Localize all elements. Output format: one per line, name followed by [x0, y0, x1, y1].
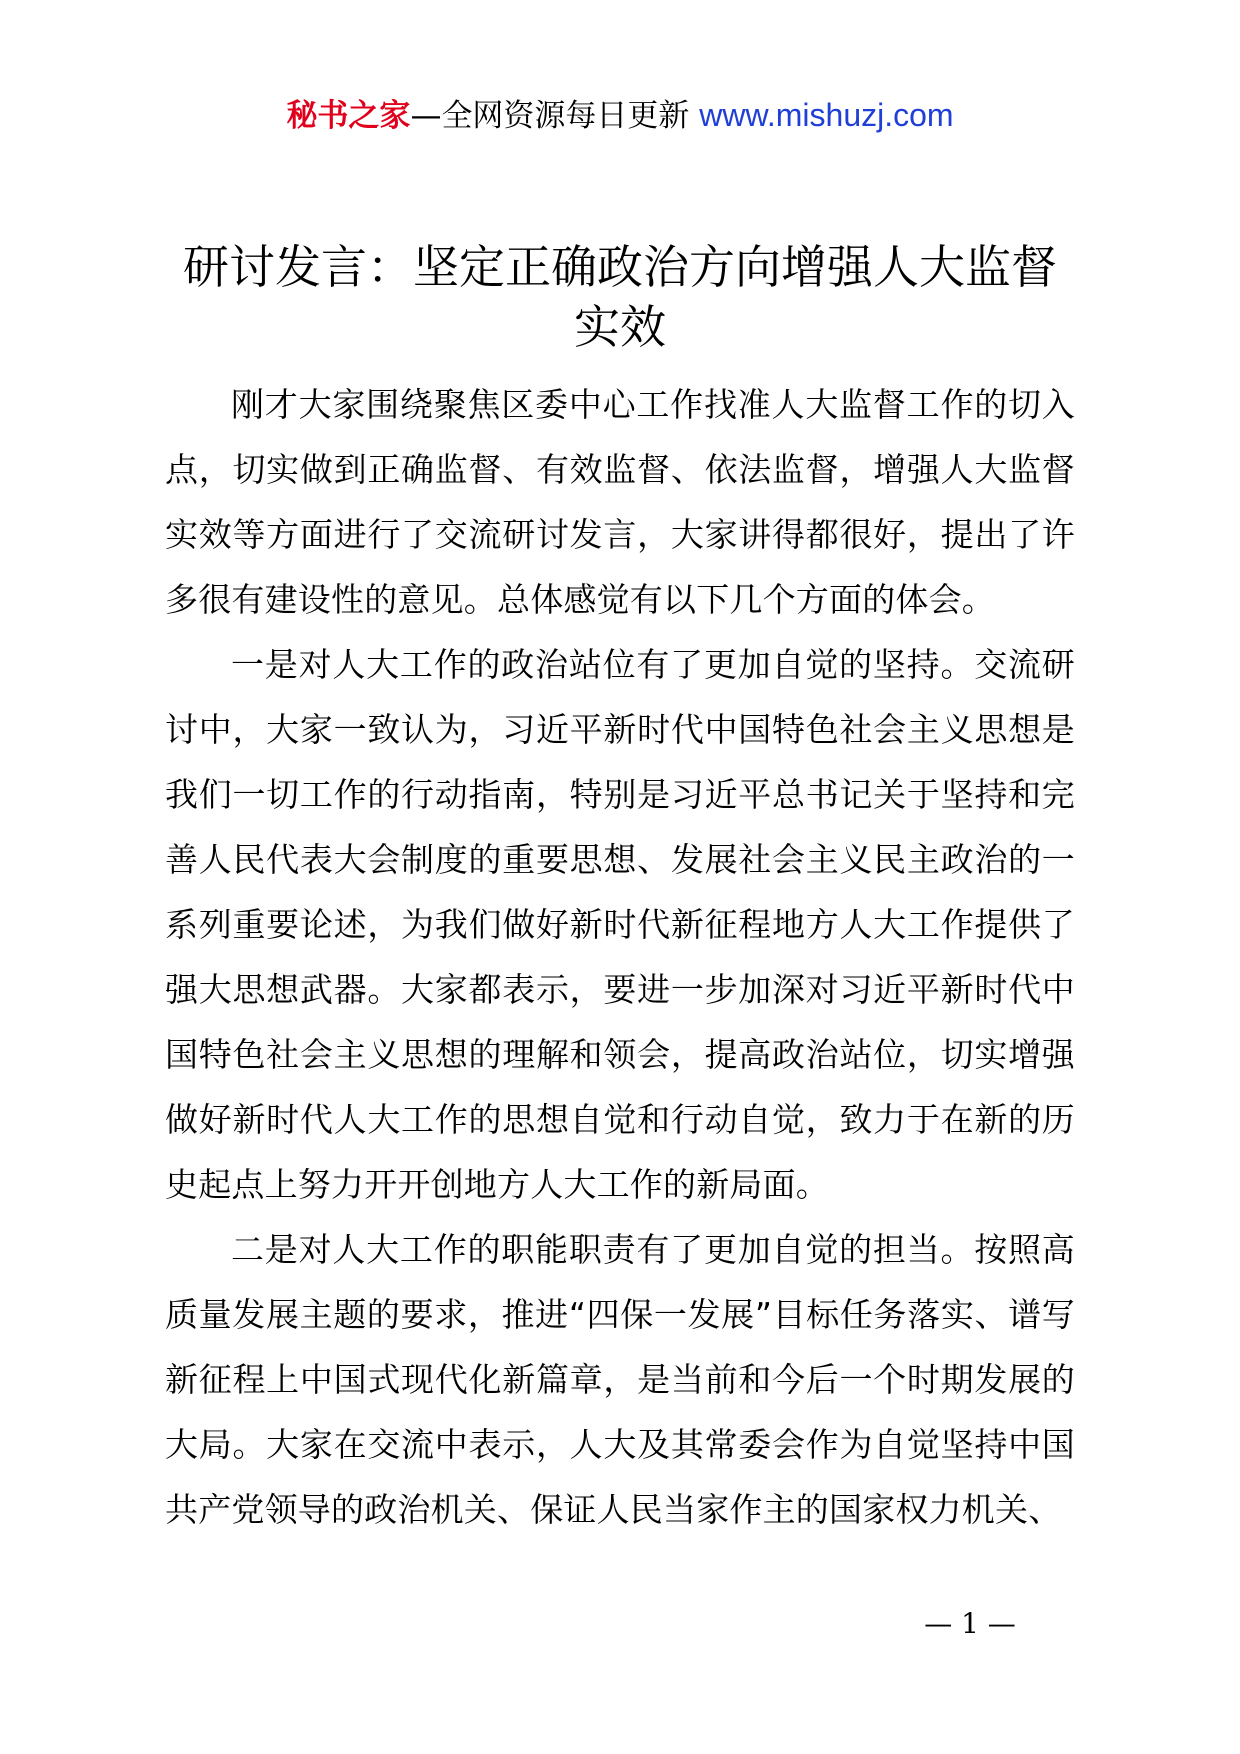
paragraph-point-one: 一是对人大工作的政治站位有了更加自觉的坚持。交流研讨中，大家一致认为，习近平新时代中国特色社会主义思想是我们一切工作的行动指南，特别是习近平总书记关于坚持和完善人民代表大会制度的重要思想、发展社会主义民主政治的一系列重要论述，为我们做好新时代新征程地方人大工作提供了强大思想武器。大家都表示，要进一步加深对习近平新时代中国特色社会主义思想的理解和领会，提高政治站位，切实增强做好新时代人大工作的思想自觉和行动自觉，致力于在新的历史起点上努力开开创地方人大工作的新局面。: [165, 645, 1075, 1204]
paragraph-point-two: 二是对人大工作的职能职责有了更加自觉的担当。按照高质量发展主题的要求，推进“四保一发展”目标任务落实、谱写新征程上中国式现代化新篇章，是当前和今后一个时期发展的大局。大家在交流中表示，人大及其常委会作为自觉坚持中国共产党领导的政治机关、保证人民当家作主的国家权力机关、: [165, 1230, 1075, 1529]
site-tagline: —全网资源每日更新: [410, 98, 700, 134]
site-brand: 秘书之家: [286, 98, 411, 134]
document-title: 研讨发言：坚定正确政治方向增强人大监督实效: [183, 240, 1057, 354]
site-header: [0, 95, 1240, 136]
document-body: [165, 372, 1075, 1542]
site-url[interactable]: www.mishuzj.com: [699, 97, 954, 133]
page-number: — 1 —: [924, 1607, 1016, 1640]
paragraph-intro: 刚才大家围绕聚焦区委中心工作找准人大监督工作的切入点，切实做到正确监督、有效监督、依法监督，增强人大监督实效等方面进行了交流研讨发言，大家讲得都很好，提出了许多很有建设性的意见。总体感觉有以下几个方面的体会。: [165, 385, 1075, 619]
